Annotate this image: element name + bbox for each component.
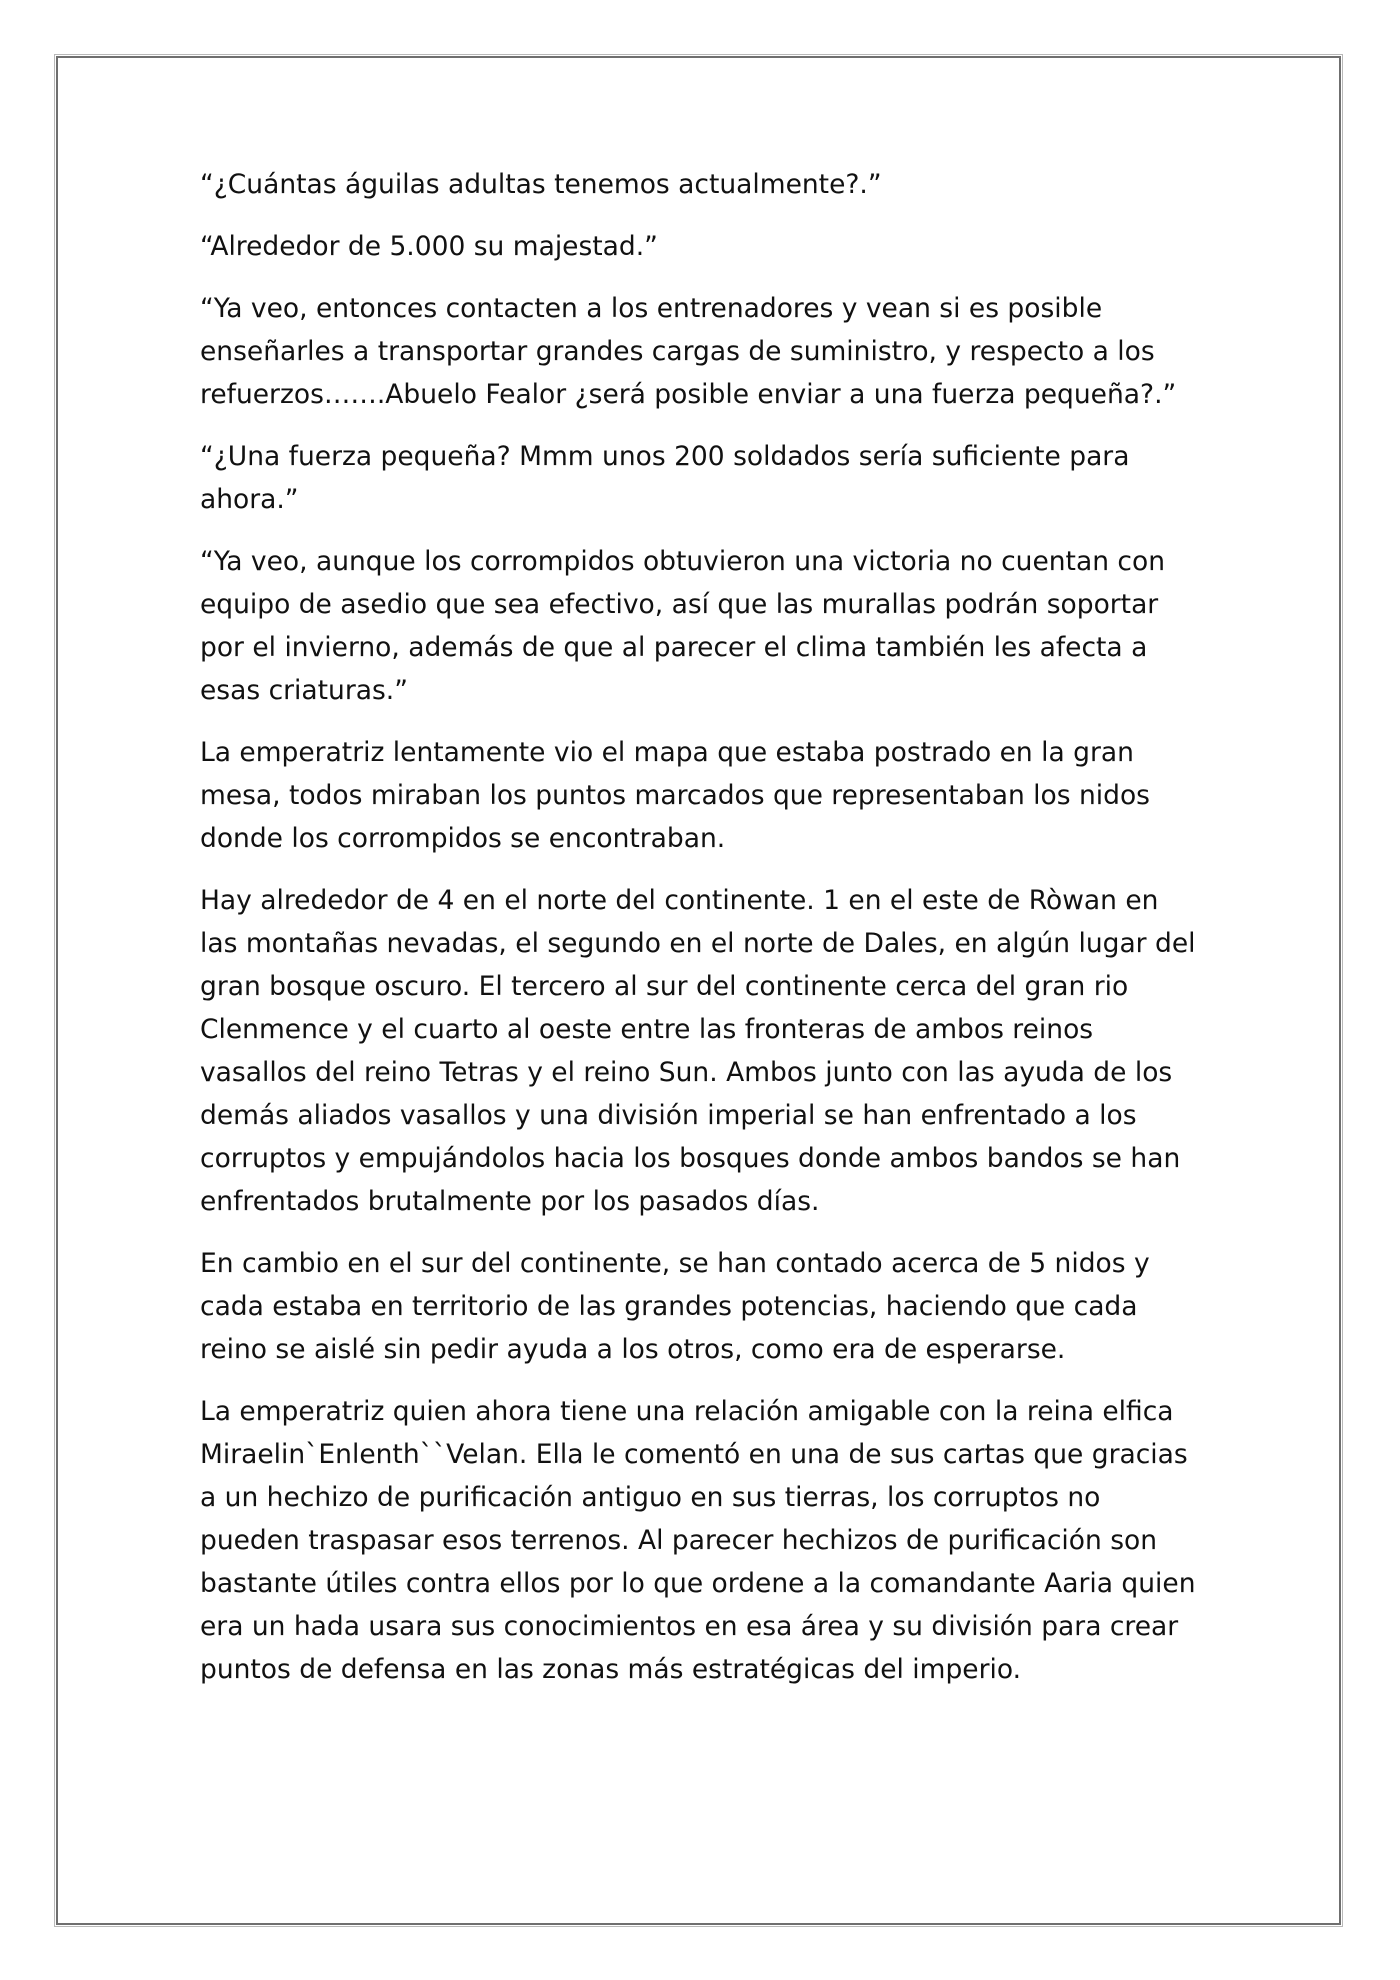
paragraph-4: “¿Una fuerza pequeña? Mmm unos 200 soldados sería suficiente para ahora.” bbox=[200, 441, 1130, 515]
paragraph-5: “Ya veo, aunque los corrompidos obtuvieron una victoria no cuentan con equipo de asedio que sea efectivo, así que las murallas podrán soportar por el invierno, además de que al parecer el clima también les afecta a esas criaturas.” bbox=[200, 546, 1165, 706]
paragraph-1: “¿Cuántas águilas adultas tenemos actualmente?.” bbox=[200, 169, 882, 200]
paragraph-6: La emperatriz lentamente vio el mapa que estaba postrado en la gran mesa, todos miraban los puntos marcados que representaban los nidos donde los corrompidos se encontraban. bbox=[200, 737, 1150, 854]
paragraph-2: “Alrededor de 5.000 su majestad.” bbox=[200, 231, 658, 262]
paragraph-9: La emperatriz quien ahora tiene una relación amigable con la reina elfica Miraelin`Enlenth``Velan. Ella le comentó en una de sus cartas que gracias a un hechizo de purificación antiguo en sus tierras, los corruptos no pueden traspasar esos terrenos. Al parecer hechizos de purificación son bastante útiles contra ellos por lo que ordene a la comandante Aaria quien era un hada usara sus conocimientos en esa área y su división para crear puntos de defensa en las zonas más estratégicas del imperio. bbox=[200, 1396, 1196, 1685]
paragraph-3: “Ya veo, entonces contacten a los entrenadores y vean si es posible enseñarles a transportar grandes cargas de suministro, y respecto a los refuerzos…….Abuelo Fealor ¿será posible enviar a una fuerza pequeña?.” bbox=[200, 293, 1177, 410]
document-body bbox=[200, 163, 1210, 1710]
paragraph-7: Hay alrededor de 4 en el norte del continente. 1 en el este de Ròwan en las montañas nevadas, el segundo en el norte de Dales, en algún lugar del gran bosque oscuro. El tercero al sur del continente cerca del gran rio Clenmence y el cuarto al oeste entre las fronteras de ambos reinos vasallos del reino Tetras y el reino Sun. Ambos junto con las ayuda de los demás aliados vasallos y una división imperial se han enfrentado a los corruptos y empujándolos hacia los bosques donde ambos bandos se han enfrentados brutalmente por los pasados días. bbox=[200, 885, 1196, 1217]
paragraph-8: En cambio en el sur del continente, se han contado acerca de 5 nidos y cada estaba en territorio de las grandes potencias, haciendo que cada reino se aislé sin pedir ayuda a los otros, como era de esperarse. bbox=[200, 1248, 1150, 1365]
